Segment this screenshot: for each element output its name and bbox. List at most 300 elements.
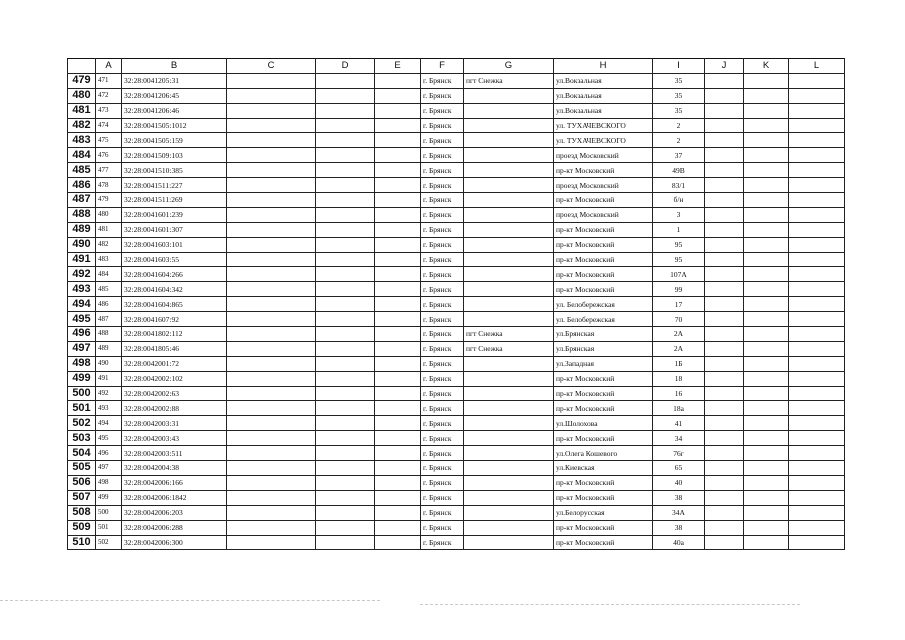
- cell-f: г. Брянск: [421, 73, 464, 88]
- cell-h: ул.Вокзальная: [554, 73, 653, 88]
- column-header-c: C: [227, 59, 316, 74]
- row-number: 486: [68, 178, 96, 193]
- table-row: [68, 341, 845, 356]
- cell-e: [375, 327, 421, 342]
- cell-b: 32:28:0042006:300: [122, 535, 227, 550]
- cell-h: пр-кт Московский: [554, 386, 653, 401]
- column-header-e: E: [375, 59, 421, 74]
- cell-b: 32:28:0041511:227: [122, 178, 227, 193]
- cell-h: пр-кт Московский: [554, 222, 653, 237]
- table-body: [68, 73, 845, 550]
- cell-i: 35: [653, 88, 705, 103]
- cell-f: г. Брянск: [421, 520, 464, 535]
- cell-f: г. Брянск: [421, 163, 464, 178]
- cell-b: 32:28:0042003:511: [122, 446, 227, 461]
- column-header-h: H: [554, 59, 653, 74]
- column-header-b: B: [122, 59, 227, 74]
- row-number: 479: [68, 73, 96, 88]
- cell-l: [789, 282, 845, 297]
- table-row: [68, 297, 845, 312]
- cell-k: [744, 237, 789, 252]
- cell-l: [789, 193, 845, 208]
- cell-g: [464, 356, 554, 371]
- cell-k: [744, 118, 789, 133]
- cell-d: [316, 386, 375, 401]
- cell-f: г. Брянск: [421, 282, 464, 297]
- cell-b: 32:28:0041206:46: [122, 103, 227, 118]
- scan-artifact-line: [0, 600, 380, 601]
- cell-e: [375, 535, 421, 550]
- cell-l: [789, 520, 845, 535]
- cell-a: 471: [96, 73, 122, 88]
- cell-e: [375, 401, 421, 416]
- cell-f: г. Брянск: [421, 535, 464, 550]
- cell-i: 95: [653, 252, 705, 267]
- cell-i: 38: [653, 490, 705, 505]
- row-number: 500: [68, 386, 96, 401]
- cell-c: [227, 178, 316, 193]
- cell-b: 32:28:0042002:63: [122, 386, 227, 401]
- cell-c: [227, 520, 316, 535]
- cell-l: [789, 252, 845, 267]
- cell-h: ул. ТУХАЧЕВСКОГО: [554, 133, 653, 148]
- table-row: [68, 222, 845, 237]
- cell-c: [227, 297, 316, 312]
- cell-b: 32:28:0042006:1842: [122, 490, 227, 505]
- cell-a: 489: [96, 341, 122, 356]
- cell-a: 481: [96, 222, 122, 237]
- cell-j: [705, 178, 744, 193]
- cell-i: 38: [653, 520, 705, 535]
- table-row: [68, 88, 845, 103]
- cell-b: 32:28:0041604:865: [122, 297, 227, 312]
- cell-j: [705, 118, 744, 133]
- cell-b: 32:28:0041604:342: [122, 282, 227, 297]
- cell-d: [316, 282, 375, 297]
- cell-c: [227, 475, 316, 490]
- table-row: [68, 431, 845, 446]
- cell-j: [705, 133, 744, 148]
- cell-f: г. Брянск: [421, 118, 464, 133]
- row-number: 483: [68, 133, 96, 148]
- cell-e: [375, 475, 421, 490]
- cell-d: [316, 401, 375, 416]
- cell-l: [789, 148, 845, 163]
- cell-k: [744, 312, 789, 327]
- column-header-g: G: [464, 59, 554, 74]
- cell-l: [789, 118, 845, 133]
- cell-i: 70: [653, 312, 705, 327]
- cell-h: проезд Московский: [554, 207, 653, 222]
- table-row: [68, 401, 845, 416]
- cell-b: 32:28:0042006:288: [122, 520, 227, 535]
- cell-g: [464, 297, 554, 312]
- cell-h: пр-кт Московский: [554, 401, 653, 416]
- cell-a: 502: [96, 535, 122, 550]
- cell-h: пр-кт Московский: [554, 163, 653, 178]
- cell-a: 487: [96, 312, 122, 327]
- cell-d: [316, 356, 375, 371]
- table-row: [68, 118, 845, 133]
- cell-g: [464, 103, 554, 118]
- cell-e: [375, 148, 421, 163]
- cell-i: 16: [653, 386, 705, 401]
- cell-i: 34: [653, 431, 705, 446]
- cell-d: [316, 520, 375, 535]
- cell-g: [464, 490, 554, 505]
- cell-i: 41: [653, 416, 705, 431]
- cell-c: [227, 207, 316, 222]
- cell-j: [705, 416, 744, 431]
- cell-d: [316, 237, 375, 252]
- cell-j: [705, 148, 744, 163]
- cell-h: ул. Белобережская: [554, 297, 653, 312]
- cell-e: [375, 178, 421, 193]
- cell-c: [227, 193, 316, 208]
- cell-e: [375, 505, 421, 520]
- cell-e: [375, 416, 421, 431]
- cell-g: пгт Снежка: [464, 73, 554, 88]
- cell-e: [375, 282, 421, 297]
- cell-j: [705, 475, 744, 490]
- cell-c: [227, 401, 316, 416]
- cell-f: г. Брянск: [421, 267, 464, 282]
- cell-h: пр-кт Московский: [554, 282, 653, 297]
- cell-d: [316, 341, 375, 356]
- cell-j: [705, 103, 744, 118]
- cell-l: [789, 505, 845, 520]
- cell-e: [375, 461, 421, 476]
- cell-j: [705, 446, 744, 461]
- cell-d: [316, 103, 375, 118]
- cell-h: ул.Брянская: [554, 341, 653, 356]
- table-row: [68, 163, 845, 178]
- cell-c: [227, 535, 316, 550]
- cell-a: 492: [96, 386, 122, 401]
- cell-j: [705, 431, 744, 446]
- column-header-row: [68, 59, 845, 74]
- cell-b: 32:28:0042004:38: [122, 461, 227, 476]
- row-number: 498: [68, 356, 96, 371]
- cell-a: 477: [96, 163, 122, 178]
- cell-k: [744, 431, 789, 446]
- cell-a: 493: [96, 401, 122, 416]
- cell-h: пр-кт Московский: [554, 475, 653, 490]
- cell-g: пгт Снежка: [464, 341, 554, 356]
- table-row: [68, 178, 845, 193]
- cell-l: [789, 446, 845, 461]
- cell-f: г. Брянск: [421, 103, 464, 118]
- cell-c: [227, 490, 316, 505]
- cell-e: [375, 193, 421, 208]
- cell-f: г. Брянск: [421, 401, 464, 416]
- cell-g: [464, 371, 554, 386]
- cell-j: [705, 520, 744, 535]
- cell-a: 474: [96, 118, 122, 133]
- row-number: 504: [68, 446, 96, 461]
- cell-g: [464, 207, 554, 222]
- cell-l: [789, 327, 845, 342]
- row-number: 481: [68, 103, 96, 118]
- cell-j: [705, 535, 744, 550]
- cell-f: г. Брянск: [421, 356, 464, 371]
- row-number: 490: [68, 237, 96, 252]
- row-number: 493: [68, 282, 96, 297]
- cell-b: 32:28:0041604:266: [122, 267, 227, 282]
- cell-b: 32:28:0041607:92: [122, 312, 227, 327]
- cell-b: 32:28:0041603:101: [122, 237, 227, 252]
- cell-k: [744, 178, 789, 193]
- column-header-l: L: [789, 59, 845, 74]
- cell-h: пр-кт Московский: [554, 371, 653, 386]
- cell-c: [227, 371, 316, 386]
- cell-b: 32:28:0041505:1012: [122, 118, 227, 133]
- cell-e: [375, 520, 421, 535]
- table-row: [68, 535, 845, 550]
- row-number: 495: [68, 312, 96, 327]
- row-number: 492: [68, 267, 96, 282]
- cell-a: 476: [96, 148, 122, 163]
- row-number: 507: [68, 490, 96, 505]
- column-header-a: A: [96, 59, 122, 74]
- cell-a: 494: [96, 416, 122, 431]
- cell-i: 40а: [653, 535, 705, 550]
- cell-a: 491: [96, 371, 122, 386]
- cell-a: 483: [96, 252, 122, 267]
- cell-l: [789, 222, 845, 237]
- cell-k: [744, 222, 789, 237]
- cell-k: [744, 252, 789, 267]
- cell-b: 32:28:0041511:269: [122, 193, 227, 208]
- cell-h: ул. ТУХАЧЕВСКОГО: [554, 118, 653, 133]
- cell-f: г. Брянск: [421, 490, 464, 505]
- row-number: 505: [68, 461, 96, 476]
- cell-h: ул.Киевская: [554, 461, 653, 476]
- cell-i: 2: [653, 118, 705, 133]
- cell-c: [227, 73, 316, 88]
- row-number: 501: [68, 401, 96, 416]
- cell-i: б/н: [653, 193, 705, 208]
- cell-l: [789, 207, 845, 222]
- cell-l: [789, 103, 845, 118]
- row-number: 502: [68, 416, 96, 431]
- cell-k: [744, 416, 789, 431]
- cell-g: [464, 267, 554, 282]
- cell-e: [375, 386, 421, 401]
- cell-g: [464, 431, 554, 446]
- table-row: [68, 267, 845, 282]
- table-row: [68, 371, 845, 386]
- cell-h: пр-кт Московский: [554, 431, 653, 446]
- cell-c: [227, 222, 316, 237]
- cell-i: 18: [653, 371, 705, 386]
- cell-c: [227, 327, 316, 342]
- cell-i: 17: [653, 297, 705, 312]
- cell-c: [227, 341, 316, 356]
- cell-k: [744, 386, 789, 401]
- cell-j: [705, 401, 744, 416]
- cell-g: [464, 520, 554, 535]
- table-row: [68, 148, 845, 163]
- row-number: 482: [68, 118, 96, 133]
- cell-j: [705, 163, 744, 178]
- cell-f: г. Брянск: [421, 475, 464, 490]
- column-header-f: F: [421, 59, 464, 74]
- cell-e: [375, 341, 421, 356]
- row-number: 510: [68, 535, 96, 550]
- cell-j: [705, 252, 744, 267]
- row-number: 508: [68, 505, 96, 520]
- row-number: 491: [68, 252, 96, 267]
- cell-e: [375, 297, 421, 312]
- cell-f: г. Брянск: [421, 341, 464, 356]
- table-row: [68, 461, 845, 476]
- cell-l: [789, 461, 845, 476]
- cell-b: 32:28:0041509:103: [122, 148, 227, 163]
- cell-h: пр-кт Московский: [554, 237, 653, 252]
- cell-g: [464, 252, 554, 267]
- cell-f: г. Брянск: [421, 327, 464, 342]
- cell-a: 475: [96, 133, 122, 148]
- cell-k: [744, 103, 789, 118]
- scan-artifact-line: [420, 604, 800, 605]
- cell-d: [316, 327, 375, 342]
- cell-j: [705, 341, 744, 356]
- row-number: 497: [68, 341, 96, 356]
- cell-h: пр-кт Московский: [554, 520, 653, 535]
- cell-g: [464, 505, 554, 520]
- cell-d: [316, 148, 375, 163]
- cell-b: 32:28:0042003:31: [122, 416, 227, 431]
- cell-f: г. Брянск: [421, 222, 464, 237]
- cell-f: г. Брянск: [421, 148, 464, 163]
- cell-e: [375, 207, 421, 222]
- cell-b: 32:28:0041805:46: [122, 341, 227, 356]
- cell-h: ул.Белорусская: [554, 505, 653, 520]
- cell-i: 99: [653, 282, 705, 297]
- cell-a: 499: [96, 490, 122, 505]
- cell-e: [375, 267, 421, 282]
- cell-b: 32:28:0042006:203: [122, 505, 227, 520]
- cell-l: [789, 237, 845, 252]
- cell-d: [316, 163, 375, 178]
- cell-i: 18а: [653, 401, 705, 416]
- cell-c: [227, 267, 316, 282]
- cell-g: [464, 237, 554, 252]
- cell-d: [316, 252, 375, 267]
- table-row: [68, 520, 845, 535]
- table-row: [68, 252, 845, 267]
- cell-k: [744, 163, 789, 178]
- cell-e: [375, 431, 421, 446]
- cell-d: [316, 505, 375, 520]
- cell-l: [789, 267, 845, 282]
- cell-k: [744, 371, 789, 386]
- cell-j: [705, 73, 744, 88]
- cell-f: г. Брянск: [421, 312, 464, 327]
- cell-b: 32:28:0042002:88: [122, 401, 227, 416]
- cell-b: 32:28:0042003:43: [122, 431, 227, 446]
- cell-k: [744, 520, 789, 535]
- table-row: [68, 505, 845, 520]
- cell-k: [744, 282, 789, 297]
- cell-g: [464, 88, 554, 103]
- cell-g: [464, 312, 554, 327]
- cell-k: [744, 297, 789, 312]
- cell-l: [789, 297, 845, 312]
- cell-i: 65: [653, 461, 705, 476]
- row-number: 488: [68, 207, 96, 222]
- cell-c: [227, 505, 316, 520]
- cell-l: [789, 163, 845, 178]
- cell-k: [744, 505, 789, 520]
- cell-e: [375, 133, 421, 148]
- cell-a: 495: [96, 431, 122, 446]
- cell-i: 35: [653, 103, 705, 118]
- cell-d: [316, 431, 375, 446]
- cell-h: ул.Олега Кошевого: [554, 446, 653, 461]
- cell-k: [744, 327, 789, 342]
- cell-d: [316, 88, 375, 103]
- cell-a: 497: [96, 461, 122, 476]
- cell-c: [227, 103, 316, 118]
- cell-b: 32:28:0041206:45: [122, 88, 227, 103]
- cell-k: [744, 341, 789, 356]
- cell-h: пр-кт Московский: [554, 193, 653, 208]
- cell-d: [316, 461, 375, 476]
- cell-g: [464, 446, 554, 461]
- cell-j: [705, 267, 744, 282]
- cell-e: [375, 312, 421, 327]
- cell-a: 472: [96, 88, 122, 103]
- cell-k: [744, 535, 789, 550]
- cell-f: г. Брянск: [421, 371, 464, 386]
- cell-f: г. Брянск: [421, 178, 464, 193]
- cell-l: [789, 88, 845, 103]
- cell-c: [227, 88, 316, 103]
- cell-e: [375, 237, 421, 252]
- cell-j: [705, 193, 744, 208]
- cell-k: [744, 148, 789, 163]
- cell-i: 35: [653, 73, 705, 88]
- cell-c: [227, 416, 316, 431]
- cell-l: [789, 416, 845, 431]
- cell-f: г. Брянск: [421, 386, 464, 401]
- cell-g: [464, 475, 554, 490]
- cell-c: [227, 461, 316, 476]
- cell-j: [705, 490, 744, 505]
- cell-e: [375, 446, 421, 461]
- cell-j: [705, 505, 744, 520]
- cell-k: [744, 475, 789, 490]
- cell-a: 488: [96, 327, 122, 342]
- cell-j: [705, 88, 744, 103]
- cell-d: [316, 133, 375, 148]
- cell-l: [789, 312, 845, 327]
- cell-e: [375, 73, 421, 88]
- cell-k: [744, 267, 789, 282]
- cell-b: 32:28:0041601:307: [122, 222, 227, 237]
- cell-f: г. Брянск: [421, 416, 464, 431]
- column-header-j: J: [705, 59, 744, 74]
- cell-i: 2: [653, 133, 705, 148]
- cell-d: [316, 118, 375, 133]
- cell-a: 501: [96, 520, 122, 535]
- table-row: [68, 133, 845, 148]
- cell-j: [705, 297, 744, 312]
- cell-e: [375, 163, 421, 178]
- cell-g: [464, 163, 554, 178]
